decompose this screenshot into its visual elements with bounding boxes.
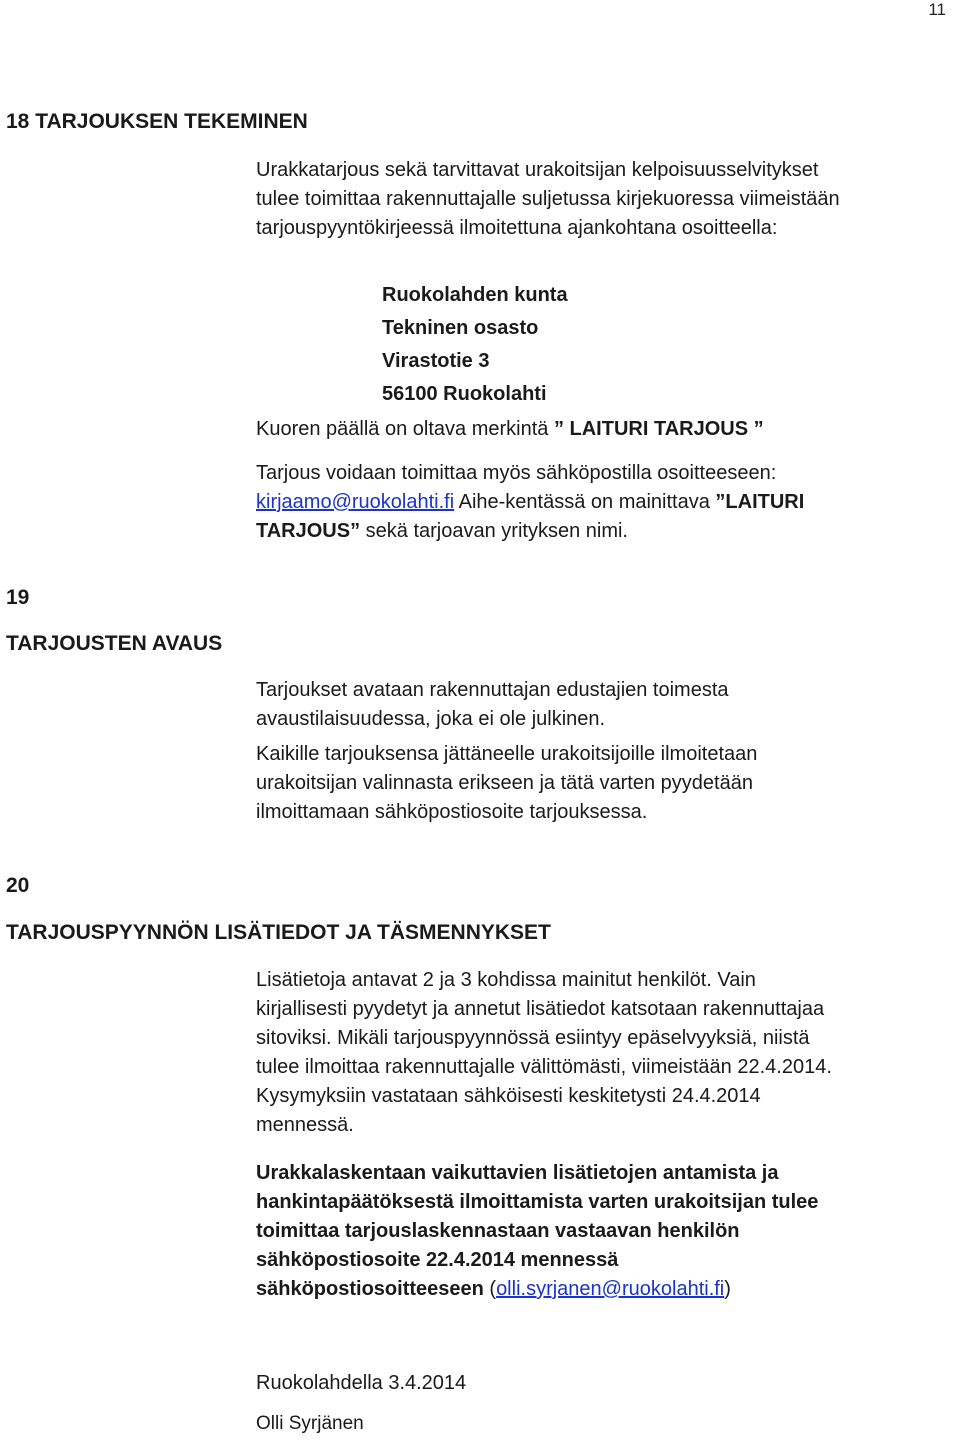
text-line: hankintapäätöksestä ilmoittamista varten urakoitsijan tulee (256, 1191, 819, 1213)
marking-label: ” LAITURI TARJOUS ” (553, 418, 764, 440)
section-18-heading: 18 TARJOUKSEN TEKEMINEN (6, 110, 308, 133)
text-line: tulee toimittaa rakennuttajalle suljetussa kirjekuoressa viimeistään (256, 188, 840, 210)
text-line: kirjallisesti pyydetyt ja annetut lisätiedot katsotaan rakennuttajaa (256, 998, 825, 1020)
page-number: 11 (928, 0, 946, 19)
email-link-olli[interactable]: olli.syrjanen@ruokolahti.fi (496, 1278, 725, 1300)
section-19-heading: TARJOUSTEN AVAUS (6, 632, 223, 655)
text-line: tulee ilmoittaa rakennuttajalle välittömästi, viimeistään 22.4.2014. (256, 1056, 832, 1078)
text-line: urakoitsijan valinnasta erikseen ja tätä varten pyydetään (256, 772, 753, 794)
text-fragment: ) (724, 1278, 731, 1300)
address-line: 56100 Ruokolahti (382, 383, 547, 405)
section-20-number: 20 (6, 874, 30, 897)
text-line: Kysymyksiin vastataan sähköisesti keskitetysti 24.4.2014 (256, 1085, 761, 1107)
text-line: avaustilaisuudessa, joka ei ole julkinen. (256, 708, 606, 730)
text-line: Lisätietoja antavat 2 ja 3 kohdissa mainitut henkilöt. Vain (256, 969, 756, 991)
section-18-paragraph (256, 156, 840, 243)
text-line: Urakkatarjous sekä tarvittavat urakoitsijan kelpoisuusselvitykset (256, 159, 819, 181)
text-line: mennessä. (256, 1114, 354, 1136)
text-fragment: Aihe-kentässä on mainittava (454, 491, 716, 513)
place-date: Ruokolahdella 3.4.2014 (256, 1372, 467, 1394)
text-fragment: sekä tarjoavan yrityksen nimi. (360, 520, 628, 542)
section-20-heading: TARJOUSPYYNNÖN LISÄTIEDOT JA TÄSMENNYKSET (6, 921, 551, 944)
address-line: Ruokolahden kunta (382, 284, 568, 306)
section-19-text-2 (256, 740, 757, 827)
text-fragment: ( (483, 1278, 497, 1300)
section-20-bold-text (256, 1159, 818, 1304)
subject-label: TARJOUS” (256, 520, 361, 542)
email-link-kirjaamo[interactable]: kirjaamo@ruokolahti.fi (256, 491, 455, 513)
section-20-text (256, 966, 832, 1140)
postal-address (382, 279, 568, 411)
text-line: Kaikille tarjouksensa jättäneelle urakoitsijoille ilmoitetaan (256, 743, 758, 765)
envelope-marking (256, 415, 764, 444)
section-19-text (256, 676, 729, 734)
marking-text: Kuoren päällä on oltava merkintä (256, 418, 554, 440)
email-submission (256, 459, 804, 546)
text-line (256, 1275, 818, 1304)
section-19-number: 19 (6, 586, 30, 609)
text-line: sähköpostiosoite 22.4.2014 mennessä (256, 1249, 619, 1271)
text-line: tarjouspyyntökirjeessä ilmoitettuna ajankohtana osoitteella: (256, 217, 778, 239)
text-line: Tarjous voidaan toimittaa myös sähköpostilla osoitteeseen: (256, 462, 777, 484)
text-line: sitoviksi. Mikäli tarjouspyynnössä esiintyy epäselvyyksiä, niistä (256, 1027, 810, 1049)
address-line: Virastotie 3 (382, 350, 490, 372)
text-line: Tarjoukset avataan rakennuttajan edustajien toimesta (256, 679, 729, 701)
signer-name: Olli Syrjänen (256, 1413, 364, 1434)
text-line: Urakkalaskentaan vaikuttavien lisätietojen antamista ja (256, 1162, 779, 1184)
text-line: ilmoittamaan sähköpostiosoite tarjouksessa. (256, 801, 648, 823)
text-fragment: sähköpostiosoitteeseen (256, 1278, 484, 1300)
text-line: toimittaa tarjouslaskennastaan vastaavan henkilön (256, 1220, 740, 1242)
address-line: Tekninen osasto (382, 317, 539, 339)
subject-label: ”LAITURI (715, 491, 805, 513)
text-line (256, 517, 804, 546)
text-line (256, 488, 804, 517)
